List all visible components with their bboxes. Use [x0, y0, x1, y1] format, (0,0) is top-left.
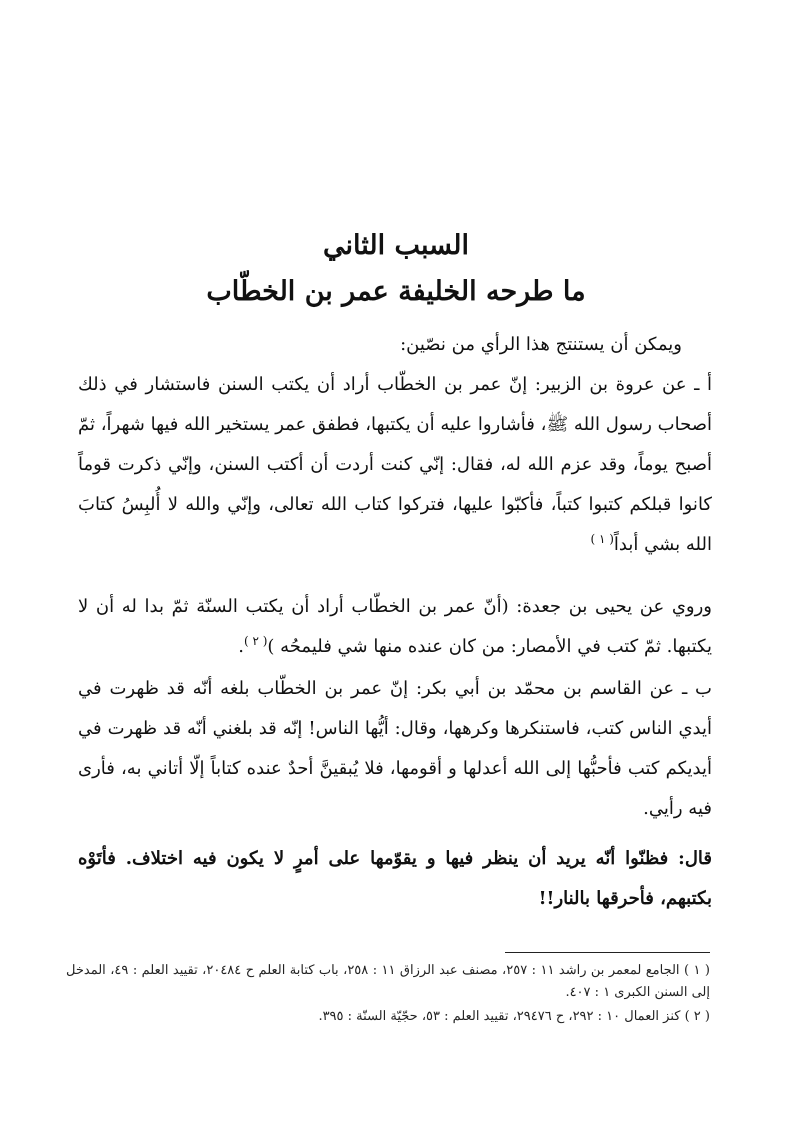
- footnote-ref-2: ( ٢ ): [243, 634, 268, 648]
- section-title: السبب الثاني: [323, 230, 469, 261]
- footnote-ref-1: ( ١ ): [590, 532, 614, 546]
- footnotes: [66, 960, 710, 1030]
- yahya-narration-end: .: [238, 636, 244, 657]
- narration-b-paragraph: ب ـ عن القاسم بن محمّد بن أبي بكر: إنّ عمر بن الخطّاب بلغه أنّه قد ظهرت في أيدي الناس كتب، فاستنكرها وكرهها، وقال: أيُّها الناس! إنّه قد بلغني أنّه قد ظهرت في أيديكم كتب فأحبُّها إلى الله أعدلها و أقومها، فلا يُبقينَّ أحدٌ عنده كتاباً إلّا أتاني به، فأرى فيه رأيي.: [78, 678, 712, 819]
- footnote-divider: [505, 952, 710, 953]
- yahya-narration-text: وروي عن يحيى بن جعدة: (أنّ عمر بن الخطّاب أراد أن يكتب السنّة ثمّ بدا له أن لا يكتبها. ثمّ كتب في الأمصار: من كان عنده منها شي فليمحُه ): [78, 596, 712, 657]
- burning-books-paragraph: قال: فظنّوا أنّه يريد أن ينظر فيها و يقوّمها على أمرٍ لا يكون فيه اختلاف. فأتَوْه بكتبهم، فأحرقها بالنار!!: [78, 848, 712, 909]
- footnote-1: ( ١ ) الجامع لمعمر بن راشد ١١ : ٢٥٧، مصنف عبد الرزاق ١١ : ٢٥٨، باب كتابة العلم ح ٢٠٤٨٤، تقييد العلم : ٤٩، المدخل إلى السنن الكبرى ١ : ٤٠٧.: [66, 963, 710, 1000]
- intro-paragraph: ويمكن أن يستنتج هذا الرأي من نصّين:: [400, 334, 682, 355]
- footnote-2: ( ٢ ) كنز العمال ١٠ : ٢٩٢، ح ٢٩٤٧٦، تقييد العلم : ٥٣، حجّيّة السنّة : ٣٩٥.: [318, 1009, 710, 1024]
- section-subtitle: ما طرحه الخليفة عمر بن الخطّاب: [206, 276, 586, 307]
- yahya-narration-paragraph: [78, 587, 712, 667]
- narration-a-text: أ ـ عن عروة بن الزبير: إنّ عمر بن الخطّاب أراد أن يكتب السنن فاستشار في ذلك أصحاب رسول الله ﷺ، فأشاروا عليه أن يكتبها، فطفق عمر يستخير الله فيها شهراً، ثمّ أصبح يوماً، وقد عزم الله له، فقال: إنّي كنت أردت أن أكتب السنن، وإنّي ذكرت قوماً كانوا قبلكم كتبوا كتباً، فأكبّوا عليها، فتركوا كتاب الله تعالى، وإنّي والله لا أُلبِسُ كتابَ الله بشي أبداً: [78, 374, 713, 555]
- narration-a-paragraph: [78, 365, 712, 565]
